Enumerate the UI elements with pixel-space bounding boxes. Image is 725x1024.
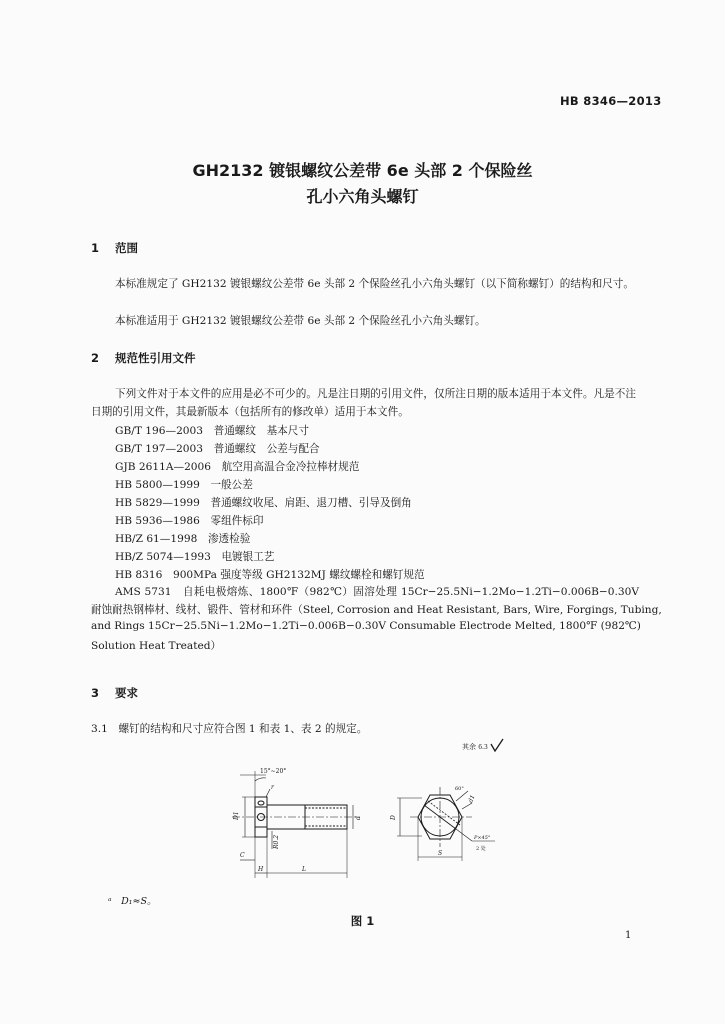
reference-title: 航空用高温合金冷拉棒材规范 xyxy=(221,461,360,473)
ams-reference-line-4: Solution Heat Treated） xyxy=(91,640,222,652)
reference-title: 一般公差 xyxy=(210,479,253,491)
d-label: d xyxy=(355,816,362,820)
s-label: S xyxy=(438,850,443,857)
reference-title: 普通螺纹 公差与配合 xyxy=(213,443,320,455)
section-1-paragraph-1: 本标准规定了 GH2132 镀银螺纹公差带 6e 头部 2 个保险丝孔小六角头螺钉（以下简称螺钉）的结构和尺寸。 xyxy=(115,278,634,290)
reference-code: HB 5800—1999 xyxy=(115,479,200,491)
ams-reference-line-1: AMS 5731 自耗电极熔炼、1800℉（982℃）固溶处理 15Cr−25.5Ni−1.2Mo−1.2Ti−0.006B−0.30V xyxy=(115,586,639,598)
standard-number: HB 8346—2013 xyxy=(560,94,662,108)
reference-code: HB/Z 61—1998 xyxy=(115,533,198,545)
section-2-heading xyxy=(91,350,196,366)
reference-code: HB 5936—1986 xyxy=(115,515,200,527)
reference-item xyxy=(115,476,253,494)
section-1-title: 范围 xyxy=(115,241,139,255)
reference-title: 900MPa 强度等级 GH2132MJ 螺纹螺栓和螺钉规范 xyxy=(172,569,425,581)
roughness-note xyxy=(462,738,504,752)
reference-code: HB 5829—1999 xyxy=(115,497,200,509)
reference-title: 零组件标印 xyxy=(210,515,264,527)
reference-item xyxy=(115,530,250,548)
figure-caption: 图 1 xyxy=(350,914,375,928)
figure-note: ᵃ D₁≈S。 xyxy=(108,896,157,907)
roughness-value: 6.3 xyxy=(478,744,488,751)
d1-hole-label: d1 xyxy=(467,794,477,804)
ams-reference-line-3: and Rings 15Cr−25.5Ni−1.2Mo−1.2Ti−0.006B−0.30V Consumable Electrode Melted, 1800℉ (982℃) xyxy=(91,620,641,632)
section-1-number: 1 xyxy=(91,241,100,255)
reference-code: HB 8316 xyxy=(115,569,163,581)
section-2-intro: 下列文件对于本文件的应用是必不可少的。凡是注日期的引用文件，仅所注日期的版本适用于本文件。凡是不注日期的引用文件，其最新版本（包括所有的修改单）适用于本文件。 xyxy=(91,388,636,418)
chamfer-label: P×45° xyxy=(474,835,491,841)
c-label: C xyxy=(240,852,245,859)
section-2-number: 2 xyxy=(91,351,100,365)
reference-item xyxy=(115,494,412,512)
reference-item xyxy=(115,422,309,440)
section-3-title: 要求 xyxy=(115,686,139,700)
reference-item xyxy=(115,566,425,584)
page-number: 1 xyxy=(625,930,632,941)
reference-item xyxy=(115,512,263,530)
holes-label: 2 处 xyxy=(476,846,486,852)
roughness-label: 其余 xyxy=(462,743,476,751)
reference-item xyxy=(115,548,274,566)
reference-code: GJB 2611A—2006 xyxy=(115,461,212,473)
reference-title: 普通螺纹收尾、肩距、退刀槽、引导及倒角 xyxy=(210,497,412,509)
subclause-3-1: 3.1 螺钉的结构和尺寸应符合图 1 和表 1、表 2 的规定。 xyxy=(91,723,368,735)
reference-code: GB/T 197—2003 xyxy=(115,443,204,455)
document-title-line-1: GH2132 镀银螺纹公差带 6e 头部 2 个保险丝 xyxy=(192,161,533,180)
d1-side-label: D1 xyxy=(233,811,240,820)
angle-60-label: 60° xyxy=(455,786,464,792)
ams-reference-line-2: 耐蚀耐热钢棒材、线材、锻件、管材和环件（Steel, Corrosion and Heat Resistant, Bars, Wire, Forgings, Tubing, xyxy=(91,604,662,616)
reference-title: 普通螺纹 基本尺寸 xyxy=(213,425,309,437)
d-across-label: D xyxy=(390,815,397,820)
r-label: r xyxy=(271,784,274,791)
reference-title: 电镀银工艺 xyxy=(221,551,275,563)
figure-1-drawing xyxy=(210,765,500,885)
section-1-heading xyxy=(91,240,138,256)
angle-label: 15°~20° xyxy=(260,768,287,775)
reference-item xyxy=(115,458,359,476)
safety-hole-side-top xyxy=(258,801,264,805)
l-label: L xyxy=(302,866,306,873)
document-title-line-2: 孔小六角头螺钉 xyxy=(306,187,419,206)
section-2-title: 规范性引用文件 xyxy=(115,351,196,365)
roughness-symbol-icon xyxy=(490,738,504,752)
reference-code: GB/T 196—2003 xyxy=(115,425,204,437)
section-1-paragraph-2: 本标准适用于 GH2132 镀银螺纹公差带 6e 头部 2 个保险丝孔小六角头螺钉。 xyxy=(115,315,486,327)
reference-item xyxy=(115,440,320,458)
radius-label: R0.2 xyxy=(273,834,280,849)
reference-title: 渗透检验 xyxy=(207,533,251,545)
h-label: H xyxy=(258,866,264,873)
section-3-number: 3 xyxy=(91,686,100,700)
reference-code: HB/Z 5074—1993 xyxy=(115,551,211,563)
section-3-heading xyxy=(91,685,138,701)
